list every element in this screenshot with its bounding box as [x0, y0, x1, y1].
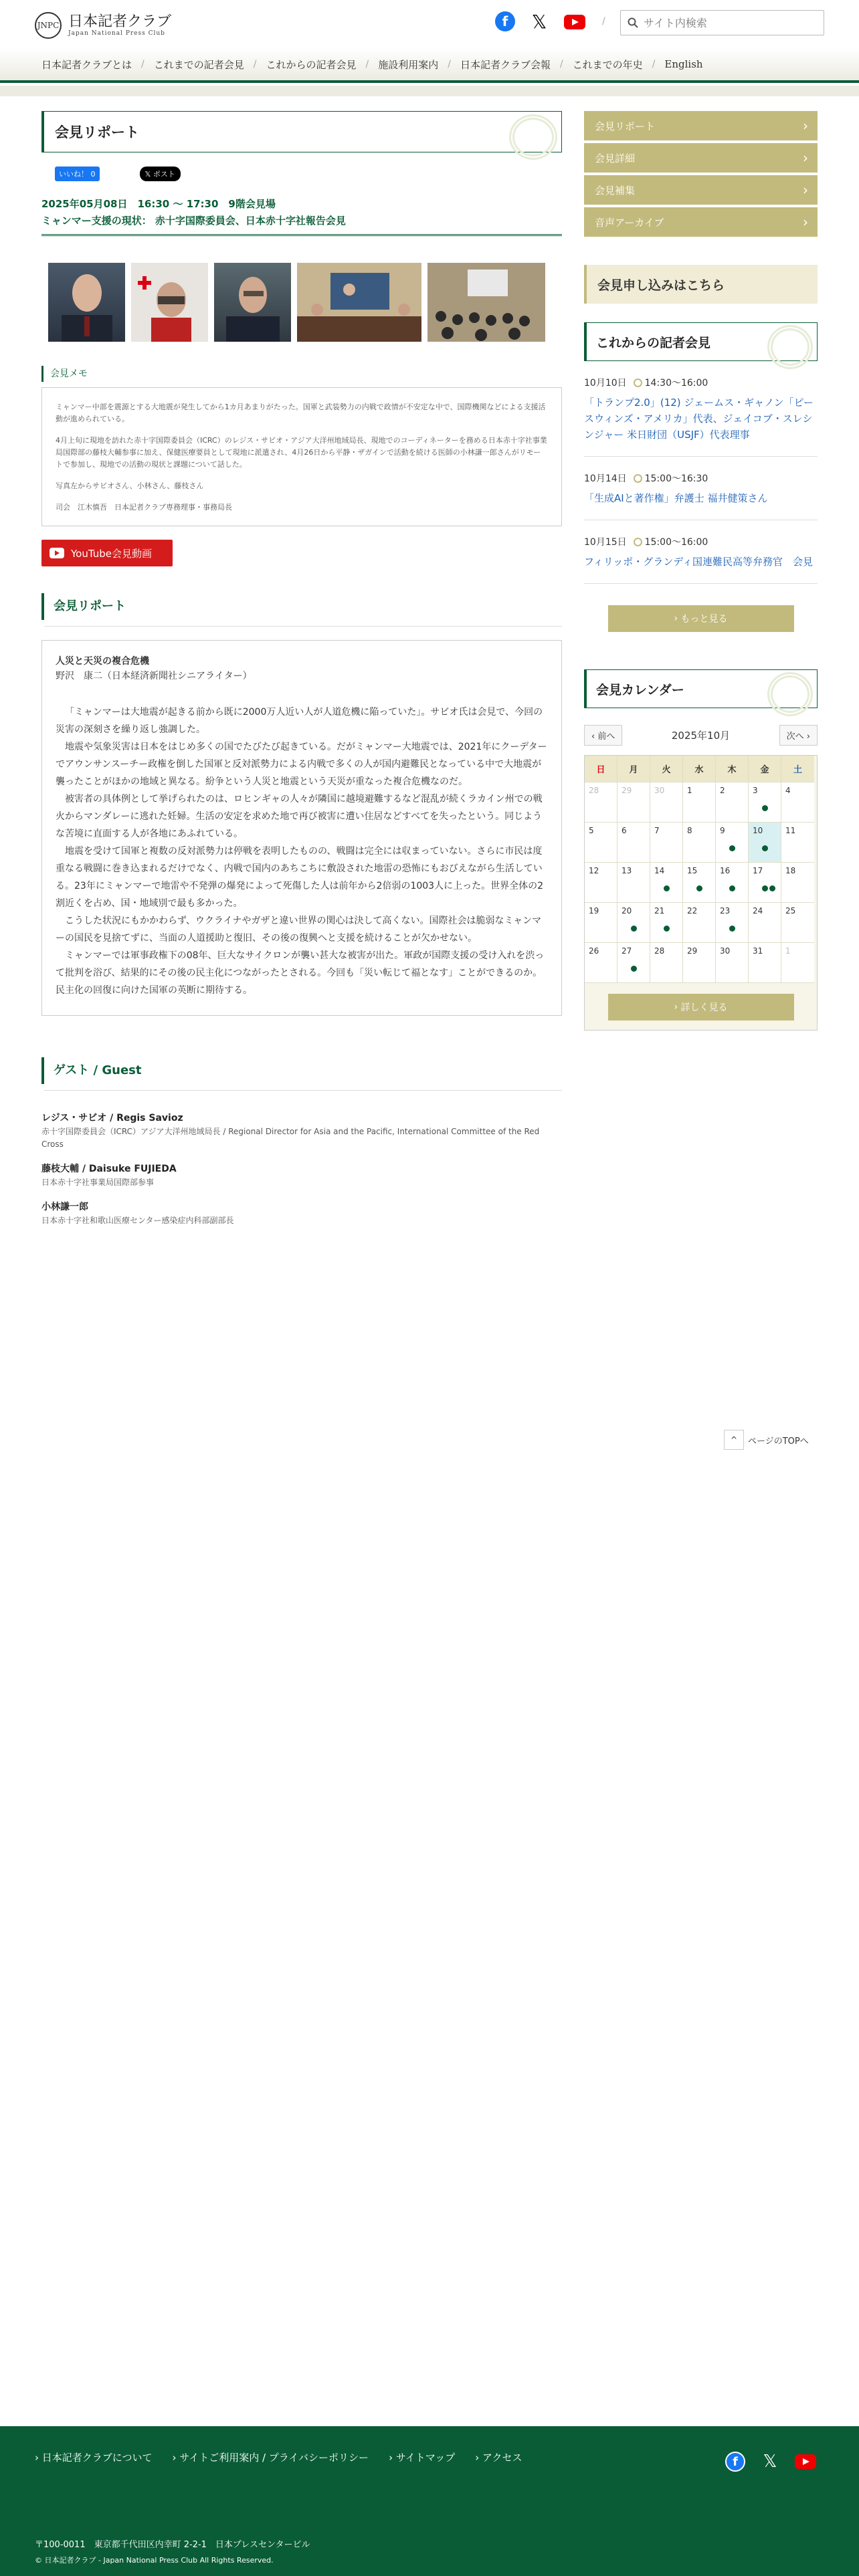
site-logo[interactable]: [35, 12, 171, 39]
upcoming-time: 14:30〜16:00: [644, 378, 708, 389]
guest-heading: ゲスト / Guest: [41, 1057, 562, 1084]
calendar-day-number: 24: [753, 906, 763, 916]
calendar-day-number: 4: [785, 786, 791, 795]
apply-link[interactable]: 会見申し込みはこちら: [584, 265, 818, 304]
event-dots: [631, 926, 637, 932]
page-title: 会見リポート: [41, 111, 562, 152]
report-paragraph: 被害者の具体例として挙げられたのは、ロヒンギャの人々が隣国に越境避難するなど混乱が続くラカイン州での戦火からマンダレーに逃れた妊婦。生活の安定を求めた地で再び被害に遭い住居などすべてを失ったという。同じような苦境に直面する人が各地にあふれている。: [56, 794, 543, 839]
page-top-label: ページのTOPへ: [748, 1436, 809, 1446]
event-dot-icon: [664, 926, 670, 932]
calendar-day[interactable]: [683, 782, 716, 823]
calendar-prev-label: 前へ: [597, 731, 615, 742]
calendar-week: [585, 782, 817, 823]
report-author: 野沢 康二（日本経済新聞社シニアライター）: [56, 671, 252, 681]
youtube-icon[interactable]: [795, 2454, 816, 2469]
chevron-up-icon: ^: [724, 1430, 744, 1450]
nav-bulletin[interactable]: 日本記者クラブ会報: [460, 59, 551, 71]
calendar-day-number: 3: [753, 786, 758, 795]
calendar-day-number: 19: [589, 906, 599, 916]
event-dot-icon: [729, 845, 735, 851]
calendar-day-number: 16: [720, 866, 731, 875]
search-input[interactable]: [644, 17, 811, 29]
event-dot-icon: [762, 885, 768, 891]
calendar-day-number: 25: [785, 906, 796, 916]
logo-title: 日本記者クラブ: [68, 13, 172, 30]
calendar-day-number: 5: [589, 826, 594, 835]
sidebar-item-collection[interactable]: 会見補集 ›: [584, 175, 818, 205]
calendar-day-number: 20: [622, 906, 632, 916]
calendar-day-number: 15: [687, 866, 698, 875]
memo-paragraph: ミャンマー中部を震源とする大地震が発生してから1カ月あまりがたった。国軍と武装勢力の内戦で政情が不安定な中で、国際機関などによる支援活動が進められている。: [56, 403, 546, 423]
calendar-day[interactable]: [781, 943, 814, 983]
calendar-weekday: 金: [749, 756, 781, 782]
calendar-controls: [584, 724, 818, 746]
calendar: [584, 755, 818, 1031]
calendar-day-number: 30: [654, 786, 665, 795]
upcoming-date: 10月14日: [584, 473, 627, 484]
calendar-detail-button[interactable]: [608, 994, 794, 1021]
calendar-weekday: 日: [585, 756, 617, 782]
event-dot-icon: [631, 966, 637, 972]
calendar-weekday: 火: [650, 756, 683, 782]
photo-audience[interactable]: [427, 263, 545, 342]
upcoming-title-link[interactable]: 「トランプ2.0」(12) ジェームス・ギャノン「ピースウィンズ・アメリカ」代表、ジェイコブ・スレシンジャー 米日財団（USJF）代表理事: [584, 397, 814, 441]
photo-gallery: [48, 263, 562, 342]
report-box: [41, 640, 562, 1016]
guest-name: レジス・サビオ / Regis Savioz: [41, 1113, 183, 1123]
sidebar-item-audio-archive[interactable]: 音声アーカイブ ›: [584, 207, 818, 237]
calendar-day-number: 17: [753, 866, 763, 875]
calendar-day-number: 8: [687, 826, 692, 835]
calendar-detail-label: 詳しく見る: [680, 1002, 728, 1013]
sidebar-item-detail[interactable]: 会見詳細 ›: [584, 143, 818, 173]
calendar-day-number: 12: [589, 866, 599, 875]
calendar-day[interactable]: [716, 903, 749, 943]
event-date: 2025年05月08日 16:30 〜 17:30 9階会見場: [41, 198, 276, 210]
search-box[interactable]: [620, 10, 824, 35]
event-title: ミャンマー支援の現状： 赤十字国際委員会、日本赤十字社報告会見: [41, 213, 562, 236]
calendar-day[interactable]: [650, 863, 683, 903]
memo-heading: 会見メモ: [41, 366, 562, 382]
calendar-day[interactable]: [781, 782, 814, 823]
memo-photo-caption: 写真左からサビオさん、小林さん、藤枝さん: [56, 481, 204, 490]
upcoming-date: 10月15日: [584, 537, 627, 548]
calendar-day[interactable]: [683, 863, 716, 903]
calendar-day-number: 2: [720, 786, 725, 795]
share-buttons: [55, 166, 562, 182]
upcoming-time: 15:00〜16:30: [644, 473, 708, 484]
sidebar-menu: [584, 111, 818, 237]
calendar-day[interactable]: [749, 823, 781, 863]
calendar-day-number: 10: [753, 826, 763, 835]
sidebar-item-report[interactable]: 会見リポート ›: [584, 111, 818, 140]
event-dot-icon: [729, 926, 735, 932]
site-header: [0, 0, 859, 48]
event-dot-icon: [664, 885, 670, 891]
calendar-day-number: 18: [785, 866, 796, 875]
calendar-day[interactable]: [683, 823, 716, 863]
calendar-day[interactable]: [585, 863, 617, 903]
upcoming-date: 10月10日: [584, 378, 627, 389]
upcoming-time: 15:00〜16:00: [644, 537, 708, 548]
clock-icon: [634, 379, 642, 387]
report-title: 人災と天災の複合危機: [56, 656, 149, 667]
report-paragraph: 地震を受けて国軍と複数の反対派勢力は停戦を表明したものの、戦闘は完全には収まっていない。さらに市民は度重なる戦闘に巻き込まれるだけでなく、内戦で国内のあちこちに敷設された地雷の恐怖にもおびえながら生活している。23年にミャンマーで地雷や不発弾の爆発によって死傷した人は前年から2倍弱の1003人に上った。世界全体の2割近くを占め、国・地域別で最も多かった。: [56, 846, 543, 909]
x-post-button[interactable]: 𝕏 ポスト: [140, 167, 181, 181]
photo-conference-room[interactable]: [297, 263, 421, 342]
event-dots: [762, 805, 768, 811]
guest-affiliation: 日本赤十字社事業局国際部参事: [41, 1178, 155, 1187]
event-dots: [762, 885, 775, 891]
clock-icon: [634, 474, 642, 483]
nav-band: [0, 86, 859, 96]
calendar-day-number: 26: [589, 946, 599, 956]
calendar-day-number: 7: [654, 826, 660, 835]
calendar-day-number: 28: [654, 946, 665, 956]
memo-moderator: 司会 江木慎吾 日本記者クラブ専務理事・事務局長: [56, 503, 232, 512]
content-area: [27, 96, 832, 2424]
x-icon[interactable]: 𝕏: [763, 2452, 777, 2472]
event-dots: [729, 885, 735, 891]
calendar-day-number: 21: [654, 906, 665, 916]
footer-links: [35, 2450, 522, 2464]
calendar-day[interactable]: [749, 863, 781, 903]
footer-copyright: © 日本記者クラブ - Japan National Press Club All Rights Reserved.: [35, 2556, 274, 2565]
calendar-weekday: 木: [716, 756, 749, 782]
calendar-day[interactable]: [617, 782, 650, 823]
nav-upcoming-conferences[interactable]: これからの記者会見: [266, 59, 357, 71]
calendar-day[interactable]: [617, 943, 650, 983]
chevron-right-icon: ›: [674, 1002, 681, 1012]
calendar-day-number: 6: [622, 826, 627, 835]
event-dots: [729, 926, 735, 932]
memo-box: [41, 387, 562, 526]
calendar-day[interactable]: [585, 903, 617, 943]
photo-savioz[interactable]: [48, 263, 125, 342]
event-dots: [664, 926, 670, 932]
report-paragraph: こうした状況にもかかわらず、ウクライナやガザと違い世界の関心は決して高くない。国際社会は脆弱なミャンマーの国民を見捨てずに、当面の人道援助と復旧、その後の復興へと支援を続けることが欠かせない。: [56, 916, 542, 944]
calendar-day[interactable]: [716, 782, 749, 823]
photo-kobayashi[interactable]: [131, 263, 208, 342]
calendar-day[interactable]: [716, 863, 749, 903]
calendar-day-number: 13: [622, 866, 632, 875]
calendar-day[interactable]: [617, 823, 650, 863]
calendar-week: [585, 943, 817, 983]
calendar-heading: 会見カレンダー: [584, 669, 818, 708]
event-dot-icon: [631, 926, 637, 932]
footer-link-sitemap[interactable]: › サイトマップ: [389, 2450, 455, 2464]
calendar-day-number: 27: [622, 946, 632, 956]
calendar-day[interactable]: [716, 943, 749, 983]
event-dots: [696, 885, 702, 891]
article-column: [41, 111, 562, 1238]
report-paragraph: 地震や気象災害は日本をはじめ多くの国でたびたび起きている。だがミャンマー大地震では、2021年にクーデターでアウンサンスーチー政権を倒した国軍と反対派勢力による内戦で多くの人が国内避難民となっている中で大地震が襲ったことがほかの地域と異なる。紛争という人災と地震という天災が重なった複合危機なのだ。: [56, 742, 547, 787]
guest-list: [41, 1111, 562, 1227]
x-icon[interactable]: 𝕏: [531, 10, 547, 33]
calendar-week: [585, 823, 817, 863]
nav-past-conferences[interactable]: これまでの記者会見: [153, 59, 244, 71]
calendar-day[interactable]: [749, 782, 781, 823]
event-dots: [729, 845, 735, 851]
calendar-day-number: 29: [622, 786, 632, 795]
calendar-week: [585, 863, 817, 903]
footer-link-about[interactable]: › 日本記者クラブについて: [35, 2450, 152, 2464]
calendar-day[interactable]: [617, 863, 650, 903]
calendar-day-number: 23: [720, 906, 731, 916]
upcoming-title-link[interactable]: 「生成AIと著作権」弁護士 福井健策さん: [584, 492, 768, 504]
event-dots: [762, 845, 768, 851]
report-paragraph: 「ミャンマーは大地震が起きる前から既に2000万人近い人が人道危機に陥っていた」。サビオ氏は会見で、今回の災害の深刻さを繰り返し強調した。: [56, 707, 543, 735]
event-dot-icon: [729, 885, 735, 891]
calendar-weekday: 土: [781, 756, 814, 782]
calendar-next-button[interactable]: [779, 725, 818, 746]
chevron-left-icon: ‹: [591, 731, 598, 742]
calendar-week: [585, 903, 817, 943]
calendar-day-number: 29: [687, 946, 698, 956]
event-dots: [631, 966, 637, 972]
footer-link-privacy[interactable]: › サイトご利用案内 / プライバシーポリシー: [172, 2450, 369, 2464]
nav-about[interactable]: 日本記者クラブとは: [41, 59, 132, 71]
page-top-link[interactable]: [724, 1430, 809, 1450]
footer-address: 〒100-0011 東京都千代田区内幸町 2-2-1 日本プレスセンタービル: [35, 2540, 310, 2550]
nav-history[interactable]: これまでの年史: [572, 59, 643, 71]
chevron-right-icon: ›: [803, 731, 810, 742]
calendar-day-number: 11: [785, 826, 796, 835]
calendar-day-number: 1: [687, 786, 692, 795]
event-dots: [664, 885, 670, 891]
calendar-day[interactable]: [650, 903, 683, 943]
upcoming-heading: これからの記者会見: [584, 322, 818, 361]
facebook-icon[interactable]: f: [495, 11, 515, 31]
calendar-day[interactable]: [781, 903, 814, 943]
divider: /: [602, 16, 605, 27]
nav-english[interactable]: English: [664, 58, 703, 70]
event-dot-icon: [696, 885, 702, 891]
upcoming-item: [584, 361, 818, 457]
calendar-weekday: 月: [617, 756, 650, 782]
calendar-day[interactable]: [749, 943, 781, 983]
upcoming-item: [584, 520, 818, 584]
calendar-day-number: 28: [589, 786, 599, 795]
upcoming-title-link[interactable]: フィリッポ・グランディ国連難民高等弁務官 会見: [584, 556, 814, 568]
calendar-day[interactable]: [650, 823, 683, 863]
calendar-weekday: 水: [683, 756, 716, 782]
guest-name: 小林謙一郎: [41, 1202, 88, 1212]
calendar-day[interactable]: [781, 823, 814, 863]
clock-icon: [634, 538, 642, 546]
calendar-day[interactable]: [683, 943, 716, 983]
chevron-right-icon: ›: [674, 613, 681, 624]
upcoming-list: [584, 361, 818, 584]
youtube-button-label: YouTube会見動画: [71, 547, 152, 560]
memo-paragraph: 4月上旬に現地を訪れた赤十字国際委員会（ICRC）のレジス・サビオ・アジア大洋州地域局長、現地でのコーディネーターを務める日本赤十字社事業局国際部の藤枝大輔参事に加え、保健医療要員として現地に派遣され、4月26日から平静・ザガインで活動を続ける医師の小林謙一郎さんがリモートで参加し、現地での活動の現状と課題について話した。: [56, 436, 547, 469]
youtube-video-button[interactable]: [41, 540, 173, 566]
calendar-weekdays: [585, 756, 817, 782]
guest-affiliation: 赤十字国際委員会（ICRC）アジア大洋州地域局長 / Regional Director for Asia and the Pacific, International Committee of the Red Cross: [41, 1127, 540, 1149]
nav-facilities[interactable]: 施設利用案内: [378, 59, 439, 71]
report-heading: 会見リポート: [41, 593, 562, 620]
event-dot-icon: [769, 885, 775, 891]
calendar-day[interactable]: [585, 823, 617, 863]
event-dot-icon: [762, 805, 768, 811]
calendar-day-number: 22: [687, 906, 698, 916]
youtube-icon[interactable]: [564, 15, 585, 29]
logo-subtitle: Japan National Press Club: [68, 30, 165, 37]
calendar-day-number: 9: [720, 826, 725, 835]
calendar-day[interactable]: [683, 903, 716, 943]
upcoming-item: [584, 457, 818, 520]
calendar-day[interactable]: [781, 863, 814, 903]
logo-emblem-icon: JNPC: [35, 12, 62, 39]
more-label: もっと見る: [680, 614, 728, 625]
youtube-icon: [50, 548, 64, 558]
main-nav: 日本記者クラブとは / これまでの記者会見 / これからの記者会見 / 施設利用案内 / 日本記者クラブ会報 / これまでの年史 / English: [0, 48, 859, 83]
calendar-day-number: 14: [654, 866, 665, 875]
site-footer: [0, 2426, 859, 2576]
photo-fujieda[interactable]: [214, 263, 291, 342]
calendar-month: 2025年10月: [671, 729, 731, 742]
calendar-next-label: 次へ: [786, 731, 804, 742]
calendar-day-number: 31: [753, 946, 763, 956]
calendar-body: [585, 782, 817, 983]
calendar-day[interactable]: [617, 903, 650, 943]
search-icon: [628, 17, 638, 28]
calendar-day[interactable]: [585, 943, 617, 983]
guest-name: 藤枝大輔 / Daisuke FUJIEDA: [41, 1164, 177, 1174]
calendar-day[interactable]: [749, 903, 781, 943]
calendar-day[interactable]: [716, 823, 749, 863]
guest-affiliation: 日本赤十字社和歌山医療センター感染症内科部副部長: [41, 1216, 234, 1225]
calendar-day[interactable]: [650, 782, 683, 823]
calendar-day[interactable]: [585, 782, 617, 823]
calendar-day[interactable]: [650, 943, 683, 983]
calendar-prev-button[interactable]: [584, 725, 622, 746]
event-dot-icon: [762, 845, 768, 851]
sidebar: [584, 111, 818, 1031]
more-button[interactable]: [608, 605, 794, 632]
footer-link-access[interactable]: › アクセス: [475, 2450, 522, 2464]
report-paragraph: ミャンマーでは軍事政権下の08年、巨大なサイクロンが襲い甚大な被害が出た。軍政が国際支援の受け入れを渋って批判を浴び、結果的にその後の民主化につながったとされる。今回も「災い転じて福となす」ことができるのか。民主化の回復に向けた国軍の英断に期待する。: [56, 950, 545, 996]
post-label: ポスト: [153, 170, 175, 179]
calendar-day-number: 30: [720, 946, 731, 956]
calendar-day-number: 1: [785, 946, 791, 956]
facebook-like-button[interactable]: いいね！ 0: [55, 167, 100, 181]
facebook-icon[interactable]: f: [725, 2452, 745, 2472]
